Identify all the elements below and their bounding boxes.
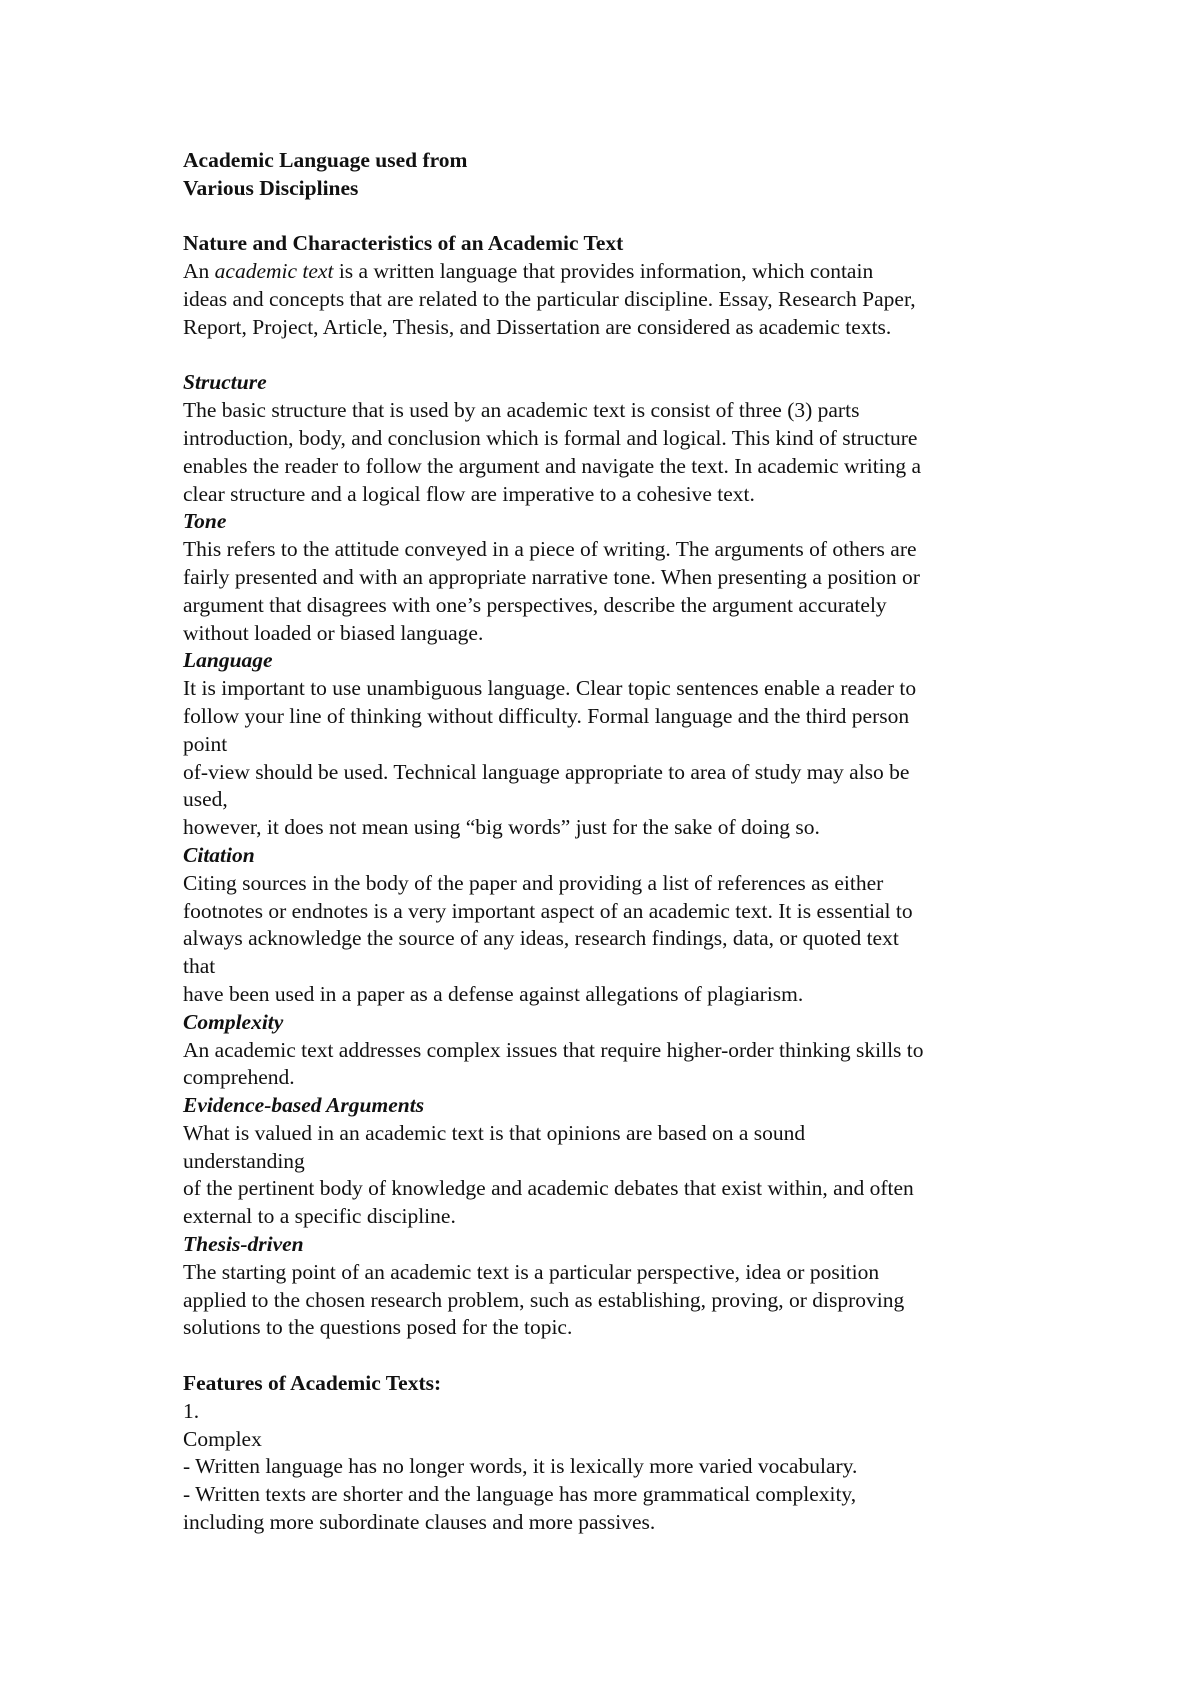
thesis-line: applied to the chosen research problem, such as establishing, proving, or disproving: [183, 1287, 905, 1312]
structure-line: clear structure and a logical flow are imperative to a cohesive text.: [183, 481, 755, 506]
features-item-title: Complex: [183, 1426, 262, 1451]
document-title-line-2: Various Disciplines: [183, 175, 359, 200]
citation-heading: Citation: [183, 842, 255, 867]
tone-line: argument that disagrees with one’s perspectives, describe the argument accurately: [183, 592, 887, 617]
evidence-line: What is valued in an academic text is that opinions are based on a sound: [183, 1120, 806, 1145]
structure-line: The basic structure that is used by an academic text is consist of three (3) parts: [183, 398, 860, 423]
structure-line: introduction, body, and conclusion which is formal and logical. This kind of structure: [183, 425, 918, 450]
document-page: [183, 147, 1043, 1537]
language-line: used,: [183, 787, 228, 812]
structure-line: enables the reader to follow the argument and navigate the text. In academic writing a: [183, 453, 922, 478]
complexity-line: An academic text addresses complex issues that require higher-order thinking skills to: [183, 1037, 924, 1062]
thesis-line: The starting point of an academic text is a particular perspective, idea or position: [183, 1259, 880, 1284]
citation-line: footnotes or endnotes is a very important aspect of an academic text. It is essential to: [183, 898, 913, 923]
intro-line-2: ideas and concepts that are related to the particular discipline. Essay, Research Paper,: [183, 286, 916, 311]
tone-line: This refers to the attitude conveyed in a piece of writing. The arguments of others are: [183, 537, 917, 562]
evidence-line: of the pertinent body of knowledge and academic debates that exist within, and often: [183, 1176, 914, 1201]
features-line: including more subordinate clauses and more passives.: [183, 1510, 656, 1535]
language-line: of-view should be used. Technical language appropriate to area of study may also be: [183, 759, 910, 784]
academic-text-term: academic text: [214, 259, 334, 284]
spacer: [183, 342, 1043, 370]
intro-text: is a written language that provides information, which contain: [333, 259, 874, 284]
complexity-line: comprehend.: [183, 1065, 295, 1090]
evidence-line: external to a specific discipline.: [183, 1204, 456, 1229]
intro-text: An: [183, 259, 215, 284]
features-line: - Written texts are shorter and the language has more grammatical complexity,: [183, 1482, 857, 1507]
tone-line: fairly presented and with an appropriate narrative tone. When presenting a position or: [183, 564, 920, 589]
spacer: [183, 1342, 1043, 1370]
spacer: [183, 203, 1043, 231]
citation-line: Citing sources in the body of the paper and providing a list of references as either: [183, 870, 884, 895]
language-line: follow your line of thinking without difficulty. Formal language and the third person: [183, 703, 910, 728]
language-line: It is important to use unambiguous language. Clear topic sentences enable a reader to: [183, 676, 917, 701]
tone-heading: Tone: [183, 509, 227, 534]
language-line: however, it does not mean using “big words” just for the sake of doing so.: [183, 815, 820, 840]
intro-line-3: Report, Project, Article, Thesis, and Dissertation are considered as academic texts.: [183, 314, 892, 339]
thesis-heading: Thesis-driven: [183, 1232, 304, 1257]
language-line: point: [183, 731, 228, 756]
document-title-line-1: Academic Language used from: [183, 148, 468, 172]
evidence-line: understanding: [183, 1148, 305, 1173]
features-line: - Written language has no longer words, it is lexically more varied vocabulary.: [183, 1454, 858, 1479]
complexity-heading: Complexity: [183, 1009, 284, 1034]
citation-line: have been used in a paper as a defense against allegations of plagiarism.: [183, 981, 804, 1006]
evidence-heading: Evidence-based Arguments: [183, 1093, 425, 1118]
tone-line: without loaded or biased language.: [183, 620, 484, 645]
nature-heading: Nature and Characteristics of an Academic Text: [183, 231, 624, 256]
language-heading: Language: [183, 648, 273, 673]
citation-line: that: [183, 954, 216, 979]
citation-line: always acknowledge the source of any ideas, research findings, data, or quoted text: [183, 926, 899, 951]
structure-heading: Structure: [183, 370, 267, 395]
intro-line-1: [183, 258, 1043, 286]
features-number: 1.: [183, 1398, 200, 1423]
features-heading: Features of Academic Texts:: [183, 1371, 442, 1396]
thesis-line: solutions to the questions posed for the topic.: [183, 1315, 573, 1340]
